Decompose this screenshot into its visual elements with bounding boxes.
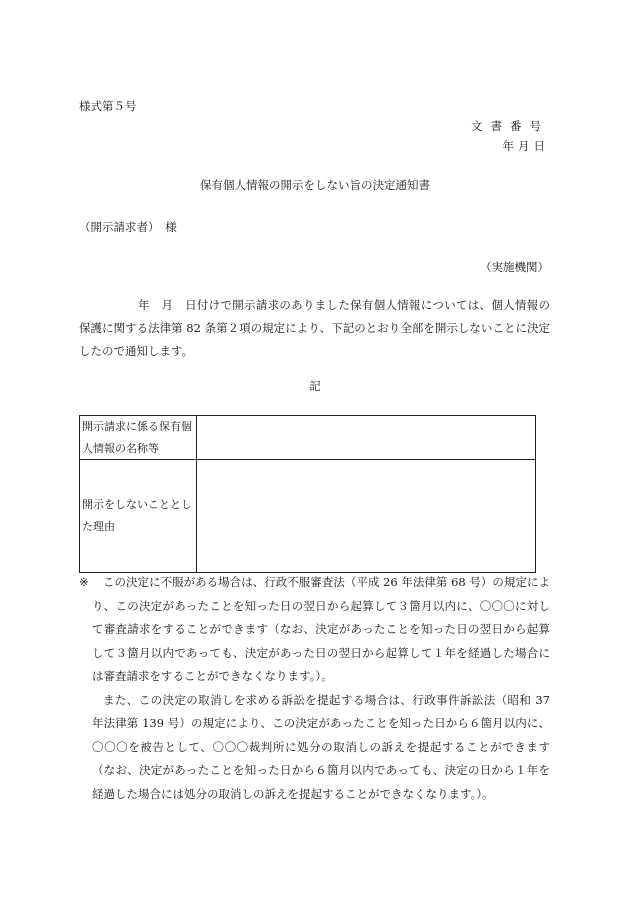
note-mark: ※ — [79, 575, 89, 589]
note-text-2: また、この決定の取消しを求める訴訟を提起する場合は、行政事件訴訟法（昭和 37 年法律第 139 号）の規定により、この決定があったことを知った日から６箇月以内に、〇〇〇を被告として、〇〇〇裁判所に処分の取消しの訴えを提起することができます（なお、決定があったことを知った日から６箇月以内であっても、決定の日から１年を経過した場合には処分の取消しの訴えを提起することができなくなります。）。 — [92, 692, 550, 801]
form-number: 様式第５号 — [79, 99, 137, 113]
note-text-1: この決定に不服がある場合は、行政不服審査法（平成 26 年法律第 68 号）の規定により、この決定があったことを知った日の翌日から起算して３箇月以内に、〇〇〇に対して審査請求をすることができます（なお、決定があったことを知った日の翌日から起算して３箇月以内であっても、決定があった日の翌日から起算して１年を経過した場合には審査請求をすることができなくなります。）。 — [92, 575, 550, 683]
recipient: （開示請求者） 様 — [79, 220, 177, 234]
document-title: 保有個人情報の開示をしない旨の決定通知書 — [200, 178, 430, 192]
issuing-agency: （実施機関） — [480, 260, 549, 274]
ki-heading: 記 — [309, 379, 321, 393]
note-paragraph-1 — [79, 571, 550, 689]
notice-body: 年 月 日付けで開示請求のありました保有個人情報については、個人情報の保護に関する法律第 82 条第２項の規定により、下記のとおり全部を開示しないことに決定したので通知します。 — [79, 298, 550, 358]
note-paragraph-2 — [79, 689, 550, 807]
reason-label: 開示をしないこととした理由 — [82, 498, 192, 533]
document-number: 文書番号 — [471, 119, 549, 133]
decision-table — [79, 415, 536, 573]
issue-date: 年月日 — [502, 139, 549, 153]
appeal-notes — [79, 571, 550, 806]
info-name-label: 開示請求に係る保有個人情報の名称等 — [82, 420, 192, 455]
column-divider — [196, 416, 197, 572]
